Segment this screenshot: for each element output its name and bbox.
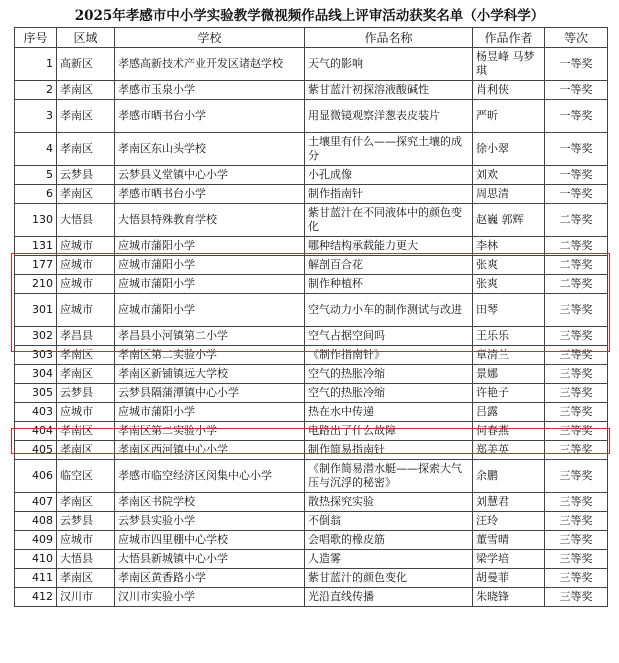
table-row — [15, 460, 608, 493]
cell-rank: 一等奖 — [545, 48, 608, 81]
cell-seq: 210 — [15, 275, 57, 294]
cell-seq: 403 — [15, 403, 57, 422]
cell-author: 赵巍 郭辉 — [473, 204, 545, 237]
cell-rank: 三等奖 — [545, 512, 608, 531]
table-row — [15, 531, 608, 550]
cell-school: 应城市蒲阳小学 — [115, 275, 305, 294]
cell-seq: 304 — [15, 365, 57, 384]
cell-seq: 305 — [15, 384, 57, 403]
cell-district: 应城市 — [57, 403, 115, 422]
header-school: 学校 — [115, 28, 305, 48]
cell-district: 云梦县 — [57, 384, 115, 403]
header-seq: 序号 — [15, 28, 57, 48]
cell-author: 徐小翠 — [473, 133, 545, 166]
cell-author: 朱晓锋 — [473, 588, 545, 607]
cell-seq: 409 — [15, 531, 57, 550]
cell-rank: 三等奖 — [545, 569, 608, 588]
cell-author: 肖利侠 — [473, 81, 545, 100]
header-district: 区域 — [57, 28, 115, 48]
cell-work: 紫甘蓝汁在不同液体中的颜色变化 — [305, 204, 473, 237]
cell-seq: 405 — [15, 441, 57, 460]
cell-rank: 二等奖 — [545, 237, 608, 256]
cell-author: 刘慧君 — [473, 493, 545, 512]
cell-rank: 二等奖 — [545, 256, 608, 275]
cell-rank: 一等奖 — [545, 100, 608, 133]
cell-work: 空气的热胀冷缩 — [305, 365, 473, 384]
cell-work: 制作指南针 — [305, 185, 473, 204]
cell-district: 应城市 — [57, 237, 115, 256]
table-row — [15, 588, 608, 607]
cell-school: 大悟县特殊教育学校 — [115, 204, 305, 237]
cell-author: 田琴 — [473, 294, 545, 327]
cell-school: 孝南区第二实验小学 — [115, 346, 305, 365]
cell-school: 云梦县隔蒲潭镇中心小学 — [115, 384, 305, 403]
cell-author: 董雪晴 — [473, 531, 545, 550]
cell-school: 应城市蒲阳小学 — [115, 294, 305, 327]
table-row — [15, 493, 608, 512]
cell-school: 云梦县义堂镇中心小学 — [115, 166, 305, 185]
cell-district: 大悟县 — [57, 204, 115, 237]
cell-school: 孝感高新技术产业开发区诸赵学校 — [115, 48, 305, 81]
cell-rank: 一等奖 — [545, 185, 608, 204]
table-row — [15, 100, 608, 133]
cell-rank: 一等奖 — [545, 166, 608, 185]
cell-work: 紫甘蓝汁的颜色变化 — [305, 569, 473, 588]
cell-district: 孝南区 — [57, 441, 115, 460]
cell-seq: 130 — [15, 204, 57, 237]
table-row — [15, 204, 608, 237]
cell-work: 不倒翁 — [305, 512, 473, 531]
cell-work: 热在水中传递 — [305, 403, 473, 422]
cell-work: 紫甘蓝汁初探溶液酸碱性 — [305, 81, 473, 100]
cell-district: 孝南区 — [57, 493, 115, 512]
cell-author: 汪玲 — [473, 512, 545, 531]
cell-work: 《制作指南针》 — [305, 346, 473, 365]
cell-school: 孝感市临空经济区闵集中心小学 — [115, 460, 305, 493]
cell-district: 孝南区 — [57, 100, 115, 133]
cell-district: 高新区 — [57, 48, 115, 81]
cell-work: 哪种结构承载能力更大 — [305, 237, 473, 256]
cell-district: 临空区 — [57, 460, 115, 493]
cell-author: 李林 — [473, 237, 545, 256]
cell-author: 王乐乐 — [473, 327, 545, 346]
cell-rank: 一等奖 — [545, 133, 608, 166]
cell-author: 梁学培 — [473, 550, 545, 569]
cell-rank: 三等奖 — [545, 531, 608, 550]
table-header-row — [15, 28, 608, 48]
cell-work: 空气动力小车的制作测试与改进 — [305, 294, 473, 327]
table-row — [15, 365, 608, 384]
cell-district: 应城市 — [57, 256, 115, 275]
cell-work: 空气的热胀冷缩 — [305, 384, 473, 403]
cell-rank: 二等奖 — [545, 204, 608, 237]
cell-school: 孝昌县小河镇第二小学 — [115, 327, 305, 346]
table-row — [15, 166, 608, 185]
cell-work: 空气占据空间吗 — [305, 327, 473, 346]
table-row — [15, 256, 608, 275]
cell-author: 许艳子 — [473, 384, 545, 403]
cell-work: 光沿直线传播 — [305, 588, 473, 607]
cell-district: 应城市 — [57, 531, 115, 550]
header-rank: 等次 — [545, 28, 608, 48]
cell-seq: 412 — [15, 588, 57, 607]
table-row — [15, 81, 608, 100]
table-row — [15, 185, 608, 204]
cell-work: 用显微镜观察洋葱表皮装片 — [305, 100, 473, 133]
cell-district: 孝昌县 — [57, 327, 115, 346]
cell-author: 章清兰 — [473, 346, 545, 365]
table-row — [15, 422, 608, 441]
cell-author: 严昕 — [473, 100, 545, 133]
cell-school: 云梦县实验小学 — [115, 512, 305, 531]
cell-rank: 三等奖 — [545, 384, 608, 403]
cell-seq: 302 — [15, 327, 57, 346]
cell-rank: 三等奖 — [545, 365, 608, 384]
cell-work: 土壤里有什么——探究土壤的成分 — [305, 133, 473, 166]
cell-work: 天气的影响 — [305, 48, 473, 81]
cell-rank: 三等奖 — [545, 550, 608, 569]
cell-rank: 三等奖 — [545, 460, 608, 493]
table-row — [15, 275, 608, 294]
cell-work: 《制作简易潜水艇——探索大气压与沉浮的秘密》 — [305, 460, 473, 493]
cell-school: 应城市蒲阳小学 — [115, 237, 305, 256]
cell-school: 孝南区第二实验小学 — [115, 422, 305, 441]
cell-seq: 4 — [15, 133, 57, 166]
cell-rank: 三等奖 — [545, 422, 608, 441]
cell-seq: 303 — [15, 346, 57, 365]
cell-seq: 407 — [15, 493, 57, 512]
cell-work: 解剖百合花 — [305, 256, 473, 275]
cell-seq: 301 — [15, 294, 57, 327]
award-table — [14, 27, 608, 607]
cell-author: 周思清 — [473, 185, 545, 204]
cell-school: 孝南区书院学校 — [115, 493, 305, 512]
cell-seq: 2 — [15, 81, 57, 100]
cell-district: 应城市 — [57, 294, 115, 327]
cell-seq: 177 — [15, 256, 57, 275]
cell-rank: 三等奖 — [545, 441, 608, 460]
cell-school: 孝感市晒书台小学 — [115, 185, 305, 204]
cell-author: 吕露 — [473, 403, 545, 422]
cell-author: 景娜 — [473, 365, 545, 384]
cell-school: 应城市蒲阳小学 — [115, 256, 305, 275]
cell-work: 散热探究实验 — [305, 493, 473, 512]
cell-seq: 408 — [15, 512, 57, 531]
cell-rank: 三等奖 — [545, 493, 608, 512]
header-work: 作品名称 — [305, 28, 473, 48]
table-row — [15, 327, 608, 346]
cell-rank: 三等奖 — [545, 346, 608, 365]
cell-author: 郑美英 — [473, 441, 545, 460]
cell-author: 刘欢 — [473, 166, 545, 185]
cell-seq: 406 — [15, 460, 57, 493]
cell-district: 云梦县 — [57, 166, 115, 185]
cell-work: 小孔成像 — [305, 166, 473, 185]
cell-rank: 三等奖 — [545, 327, 608, 346]
cell-author: 张爽 — [473, 256, 545, 275]
cell-school: 孝南区黄香路小学 — [115, 569, 305, 588]
page-title: 2025年孝感市中小学实验教学微视频作品线上评审活动获奖名单（小学科学） — [74, 8, 545, 24]
table-row — [15, 384, 608, 403]
cell-author: 何春燕 — [473, 422, 545, 441]
cell-district: 孝南区 — [57, 365, 115, 384]
cell-district: 孝南区 — [57, 133, 115, 166]
table-row — [15, 237, 608, 256]
table-row — [15, 512, 608, 531]
cell-seq: 3 — [15, 100, 57, 133]
cell-seq: 5 — [15, 166, 57, 185]
cell-school: 应城市蒲阳小学 — [115, 403, 305, 422]
cell-author: 杨昱峰 马梦琪 — [473, 48, 545, 81]
cell-seq: 6 — [15, 185, 57, 204]
cell-school: 孝感市晒书台小学 — [115, 100, 305, 133]
cell-district: 孝南区 — [57, 81, 115, 100]
cell-school: 孝南区新铺镇远大学校 — [115, 365, 305, 384]
cell-rank: 三等奖 — [545, 294, 608, 327]
cell-seq: 131 — [15, 237, 57, 256]
cell-rank: 三等奖 — [545, 588, 608, 607]
cell-rank: 一等奖 — [545, 81, 608, 100]
cell-district: 孝南区 — [57, 346, 115, 365]
cell-school: 大悟县新城镇中心小学 — [115, 550, 305, 569]
cell-author: 胡曼菲 — [473, 569, 545, 588]
cell-district: 汉川市 — [57, 588, 115, 607]
cell-author: 余鹏 — [473, 460, 545, 493]
table-row — [15, 441, 608, 460]
header-author: 作品作者 — [473, 28, 545, 48]
table-row — [15, 569, 608, 588]
cell-seq: 1 — [15, 48, 57, 81]
cell-school: 孝南区西河镇中心小学 — [115, 441, 305, 460]
cell-work: 会唱歌的橡皮筋 — [305, 531, 473, 550]
cell-school: 汉川市实验小学 — [115, 588, 305, 607]
cell-school: 孝南区东山头学校 — [115, 133, 305, 166]
table-row — [15, 550, 608, 569]
table-row — [15, 346, 608, 365]
cell-author: 张爽 — [473, 275, 545, 294]
table-row — [15, 403, 608, 422]
cell-rank: 三等奖 — [545, 403, 608, 422]
cell-district: 孝南区 — [57, 569, 115, 588]
cell-work: 制作种植杯 — [305, 275, 473, 294]
table-row — [15, 133, 608, 166]
cell-district: 孝南区 — [57, 422, 115, 441]
cell-work: 人造雾 — [305, 550, 473, 569]
table-row — [15, 48, 608, 81]
cell-work: 制作简易指南针 — [305, 441, 473, 460]
table-body — [15, 48, 608, 607]
cell-district: 大悟县 — [57, 550, 115, 569]
table-row — [15, 294, 608, 327]
cell-school: 应城市四里棚中心学校 — [115, 531, 305, 550]
cell-seq: 404 — [15, 422, 57, 441]
cell-seq: 410 — [15, 550, 57, 569]
cell-district: 应城市 — [57, 275, 115, 294]
cell-work: 电路出了什么故障 — [305, 422, 473, 441]
cell-school: 孝感市玉泉小学 — [115, 81, 305, 100]
cell-seq: 411 — [15, 569, 57, 588]
cell-district: 云梦县 — [57, 512, 115, 531]
cell-district: 孝南区 — [57, 185, 115, 204]
cell-rank: 二等奖 — [545, 275, 608, 294]
